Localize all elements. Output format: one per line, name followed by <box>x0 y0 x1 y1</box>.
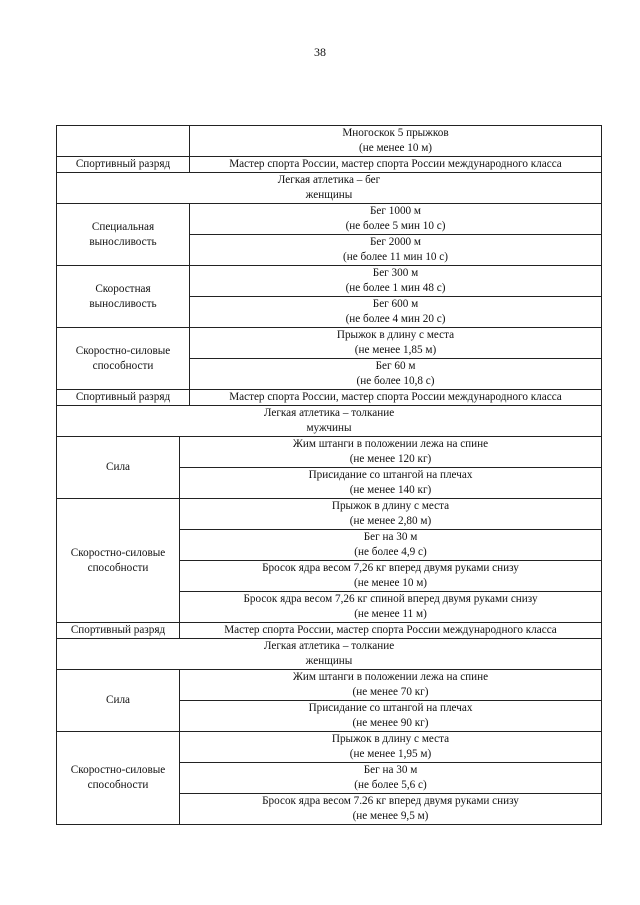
test-cell <box>190 126 602 157</box>
table-row <box>57 732 602 763</box>
table-row <box>57 670 602 701</box>
cell-text-line: выносливость <box>89 297 157 310</box>
test-cell <box>180 561 602 592</box>
category-cell <box>57 204 190 266</box>
cell-text-line: способности <box>92 359 154 372</box>
test-cell <box>180 530 602 561</box>
cell-text-line: Бег 600 м <box>372 298 419 310</box>
test-cell <box>180 670 602 701</box>
cell-text-line: Бросок ядра весом 7.26 кг вперед двумя руками снизу <box>262 795 519 807</box>
table-row <box>57 328 602 359</box>
cell-text-line: (не менее 1,95 м) <box>349 748 432 760</box>
test-cell <box>190 266 602 297</box>
standards-table <box>56 125 602 437</box>
cell-text-line: (не более 11 мин 10 с) <box>342 251 449 263</box>
cell-text-line: Легкая атлетика – бег <box>277 174 381 186</box>
standards-table-part-2 <box>57 437 602 825</box>
standards-table-part-1 <box>57 126 602 437</box>
category-cell <box>57 499 180 623</box>
category-cell <box>57 266 190 328</box>
qualification-value-cell <box>190 390 602 406</box>
cell-text-line: Сила <box>106 461 130 473</box>
cell-text-line: Прыжок в длину с места <box>336 329 455 341</box>
table-row <box>57 157 602 173</box>
qualification-label-cell <box>57 623 180 639</box>
table-row <box>57 126 602 157</box>
table-row <box>57 623 602 639</box>
cell-text-line: Скоростно-силовые <box>70 764 166 776</box>
cell-text-line: (не менее 140 кг) <box>349 484 432 496</box>
test-cell <box>190 359 602 390</box>
test-cell <box>180 701 602 732</box>
cell-text-line: выносливость <box>89 235 157 248</box>
qualification-value-cell <box>180 623 602 639</box>
cell-text-line: Жим штанги в положении лежа на спине <box>292 438 489 450</box>
cell-text-line: Прыжок в длину с места <box>331 733 450 745</box>
standards-table-continued <box>56 436 602 825</box>
section-header-row <box>57 173 602 204</box>
cell-text-line: Легкая атлетика – толкание <box>263 640 395 652</box>
test-cell <box>180 437 602 468</box>
cell-text-line: Прыжок в длину с места <box>331 500 450 512</box>
cell-text-line: мужчины <box>306 422 352 434</box>
cell-text-line: женщины <box>305 655 353 667</box>
table-row <box>57 204 602 235</box>
cell-text-line: (не более 5 мин 10 с) <box>345 220 446 232</box>
test-cell <box>180 592 602 623</box>
cell-text-line: Бег на 30 м <box>363 531 418 543</box>
test-cell <box>180 468 602 499</box>
cell-text-line: Бег 300 м <box>372 267 419 279</box>
test-cell <box>190 297 602 328</box>
cell-text-line: способности <box>87 561 149 574</box>
cell-text-line: (не более 4,9 с) <box>354 546 427 558</box>
cell-text-line: женщины <box>305 189 353 201</box>
cell-text-line: Скоростная <box>95 282 151 295</box>
cell-text-line: Присидание со штангой на плечах <box>308 702 473 714</box>
qualification-label-cell <box>57 390 190 406</box>
table-row <box>57 499 602 530</box>
qualification-label-cell <box>57 157 190 173</box>
cell-text-line: (не менее 90 кг) <box>352 717 429 729</box>
cell-text-line: (не менее 120 кг) <box>349 453 432 465</box>
cell-text-line: Бросок ядра весом 7,26 кг вперед двумя руками снизу <box>262 562 519 574</box>
table-row <box>57 437 602 468</box>
cell-text-line: Скоростно-силовые <box>70 546 166 559</box>
page-number: 38 <box>314 45 326 59</box>
table-row <box>57 266 602 297</box>
cell-text-line: (не менее 2,80 м) <box>349 515 432 527</box>
cell-text-line: Спортивный разряд <box>75 391 171 403</box>
cell-text-line: Легкая атлетика – толкание <box>263 407 395 419</box>
cell-text-line: способности <box>87 779 149 791</box>
cell-text-line: Многоскок 5 прыжков <box>342 127 449 139</box>
test-cell <box>180 794 602 825</box>
category-cell <box>57 670 180 732</box>
cell-text-line: Специальная <box>91 220 155 233</box>
section-header-cell <box>57 639 602 670</box>
qualification-value-cell <box>190 157 602 173</box>
test-cell <box>180 499 602 530</box>
cell-text-line: Сила <box>106 694 130 706</box>
test-cell <box>180 763 602 794</box>
cell-text-line: Мастер спорта России, мастер спорта России международного класса <box>224 624 557 636</box>
section-header-cell <box>57 173 602 204</box>
cell-text-line: Бросок ядра весом 7,26 кг спиной вперед двумя руками снизу <box>243 593 538 605</box>
test-cell <box>190 328 602 359</box>
category-cell <box>57 437 180 499</box>
cell-text-line: (не менее 10 м) <box>353 577 428 589</box>
section-header-row <box>57 406 602 437</box>
section-header-row <box>57 639 602 670</box>
cell-text-line: (не менее 10 м) <box>358 142 433 154</box>
cell-text-line: (не менее 9,5 м) <box>352 810 429 822</box>
cell-text-line: Бег на 30 м <box>363 764 418 776</box>
cell-text-line: (не более 4 мин 20 с) <box>345 313 446 325</box>
cell-text-line: Жим штанги в положении лежа на спине <box>292 671 489 683</box>
cell-text-line: Присидание со штангой на плечах <box>308 469 473 481</box>
category-cell-empty <box>57 126 190 157</box>
test-cell <box>190 235 602 266</box>
cell-text-line: Мастер спорта России, мастер спорта России международного класса <box>229 158 562 170</box>
cell-text-line: Спортивный разряд <box>75 158 171 170</box>
test-cell <box>190 204 602 235</box>
cell-text-line: (не более 5,6 с) <box>354 779 427 791</box>
cell-text-line: Бег 60 м <box>375 360 416 372</box>
test-cell <box>180 732 602 763</box>
section-header-cell <box>57 406 602 437</box>
cell-text-line: Скоростно-силовые <box>75 344 171 357</box>
category-cell <box>57 732 180 825</box>
cell-text-line: (не более 10,8 с) <box>356 375 435 387</box>
cell-text-line: (не менее 1,85 м) <box>354 344 437 356</box>
cell-text-line: Спортивный разряд <box>70 624 166 636</box>
cell-text-line: Мастер спорта России, мастер спорта России международного класса <box>229 391 562 403</box>
cell-text-line: (не более 1 мин 48 с) <box>345 282 446 294</box>
table-row <box>57 390 602 406</box>
cell-text-line: (не менее 11 м) <box>354 608 427 620</box>
cell-text-line: Бег 2000 м <box>369 236 422 248</box>
cell-text-line: (не менее 70 кг) <box>352 686 429 698</box>
cell-text-line: Бег 1000 м <box>369 205 422 217</box>
category-cell <box>57 328 190 390</box>
